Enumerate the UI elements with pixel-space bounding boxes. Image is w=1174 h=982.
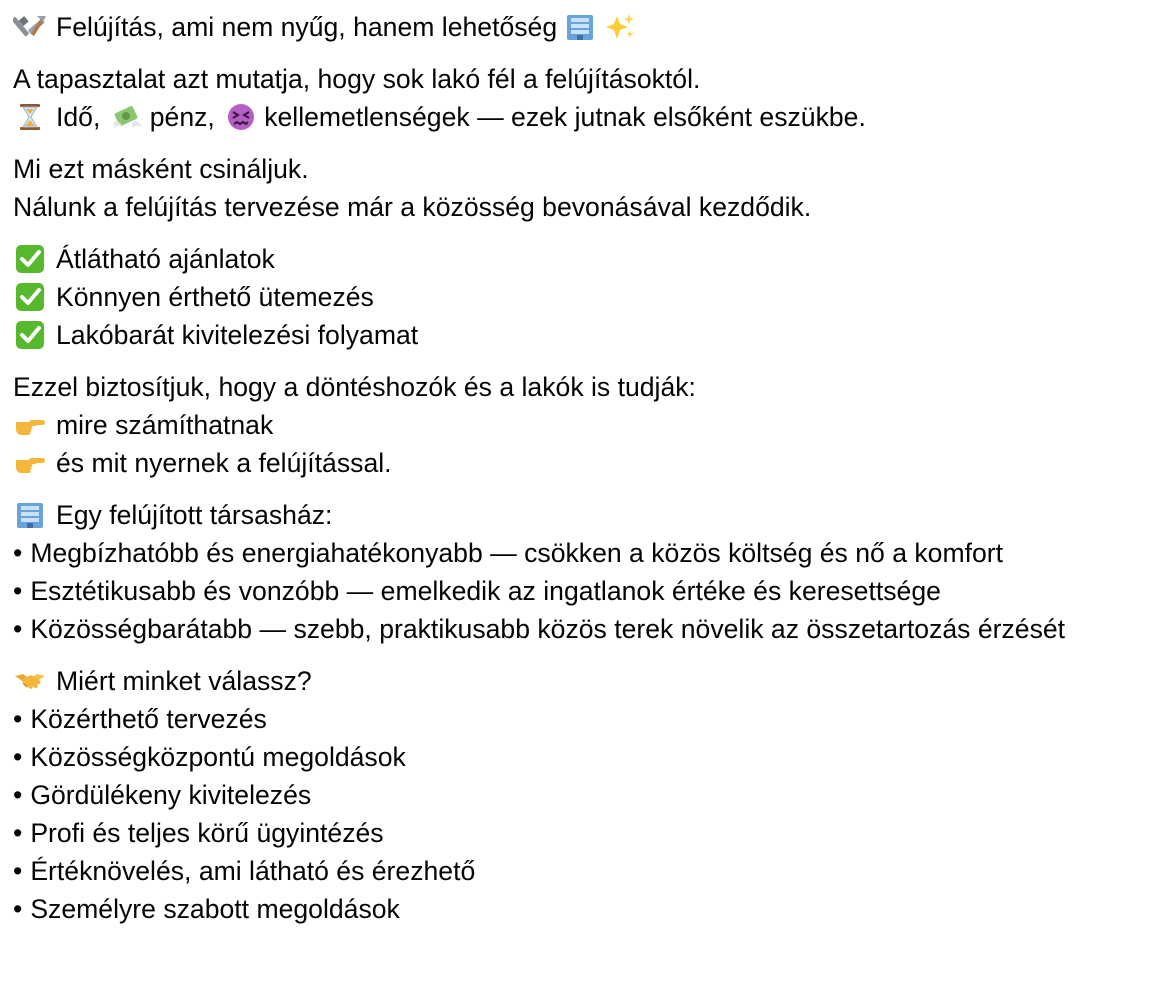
approach-line-2: Nálunk a felújítás tervezése már a közösség bevonásával kezdődik.: [13, 192, 812, 222]
handshake-icon: [13, 666, 47, 696]
bullet: •: [13, 614, 23, 644]
intro-line-2: [13, 98, 1171, 136]
benefits-heading: [13, 496, 1171, 534]
checklist-item-text: Átlátható ajánlatok: [56, 244, 275, 274]
assurance-point-text: mire számíthatnak: [56, 410, 274, 440]
why-us-item: [13, 738, 1171, 776]
why-us-item: [13, 776, 1171, 814]
why-us-heading: [13, 662, 1171, 700]
office-building-icon: [13, 500, 47, 530]
bullet: •: [13, 538, 23, 568]
bullet: •: [13, 818, 23, 848]
bullet: •: [13, 780, 23, 810]
assurance-point: [13, 444, 1171, 482]
benefits-heading-text: Egy felújított társasház:: [56, 500, 333, 530]
intro-annoyance-text: kellemetlenségek — ezek jutnak elsőként eszükbe.: [264, 102, 866, 132]
bullet: •: [13, 742, 23, 772]
pointing-right-icon: [13, 410, 47, 440]
pointing-right-icon: [13, 448, 47, 478]
benefit-item: [13, 534, 1171, 572]
why-us-item-text: Személyre szabott megoldások: [30, 894, 400, 924]
checklist-item: [13, 278, 1171, 316]
assurance-point: [13, 406, 1171, 444]
bullet: •: [13, 894, 23, 924]
bullet: •: [13, 576, 23, 606]
why-us-heading-text: Miért minket válassz?: [56, 666, 312, 696]
assurance-paragraph: [13, 368, 1171, 482]
approach-paragraph: [13, 150, 1171, 226]
why-us-item-text: Gördülékeny kivitelezés: [30, 780, 312, 810]
intro-time-word: Idő,: [56, 102, 101, 132]
assurance-line-1: Ezzel biztosítjuk, hogy a döntéshozók és a lakók is tudják:: [13, 372, 696, 402]
benefits-paragraph: [13, 496, 1171, 648]
checklist-item-text: Lakóbarát kivitelezési folyamat: [56, 320, 419, 350]
post-title: [13, 8, 1171, 46]
check-mark-button-icon: [13, 320, 47, 350]
why-us-item: [13, 852, 1171, 890]
intro-paragraph: [13, 60, 1171, 136]
benefit-item: [13, 610, 1171, 648]
confounded-face-icon: [224, 102, 258, 132]
hourglass-icon: [13, 102, 47, 132]
checklist-item-text: Könnyen érthető ütemezés: [56, 282, 374, 312]
bullet: •: [13, 704, 23, 734]
benefit-item-text: Esztétikusabb és vonzóbb — emelkedik az ingatlanok értéke és keresettsége: [30, 576, 941, 606]
benefit-item: [13, 572, 1171, 610]
intro-line-1: A tapasztalat azt mutatja, hogy sok lakó fél a felújításoktól.: [13, 64, 701, 94]
why-us-item: [13, 814, 1171, 852]
why-us-item: [13, 890, 1171, 928]
intro-money-word: pénz,: [149, 102, 215, 132]
benefit-item-text: Közösségbarátabb — szebb, praktikusabb közös terek növelik az összetartozás érzését: [30, 614, 1066, 644]
money-flying-icon: [110, 102, 144, 132]
check-mark-button-icon: [13, 282, 47, 312]
why-us-item: [13, 700, 1171, 738]
benefit-item-text: Megbízhatóbb és energiahatékonyabb — csökken a közös költség és nő a komfort: [30, 538, 1004, 568]
office-building-icon: [563, 12, 597, 42]
why-us-item-text: Profi és teljes körű ügyintézés: [30, 818, 384, 848]
post-body: [13, 8, 1171, 942]
why-us-item-text: Értéknövelés, ami látható és érezhető: [30, 856, 476, 886]
check-mark-button-icon: [13, 244, 47, 274]
hammer-wrench-icon: [13, 12, 47, 42]
title-paragraph: [13, 8, 1171, 46]
why-us-item-text: Közösségközpontú megoldások: [30, 742, 406, 772]
checklist-item: [13, 316, 1171, 354]
title-text: Felújítás, ami nem nyűg, hanem lehetőség: [56, 12, 558, 42]
assurance-point-text: és mit nyernek a felújítással.: [56, 448, 392, 478]
why-us-item-text: Közérthető tervezés: [30, 704, 267, 734]
why-us-paragraph: [13, 662, 1171, 928]
bullet: •: [13, 856, 23, 886]
checklist-item: [13, 240, 1171, 278]
checklist: [13, 240, 1171, 354]
sparkles-icon: [603, 12, 637, 42]
approach-line-1: Mi ezt másként csináljuk.: [13, 154, 309, 184]
